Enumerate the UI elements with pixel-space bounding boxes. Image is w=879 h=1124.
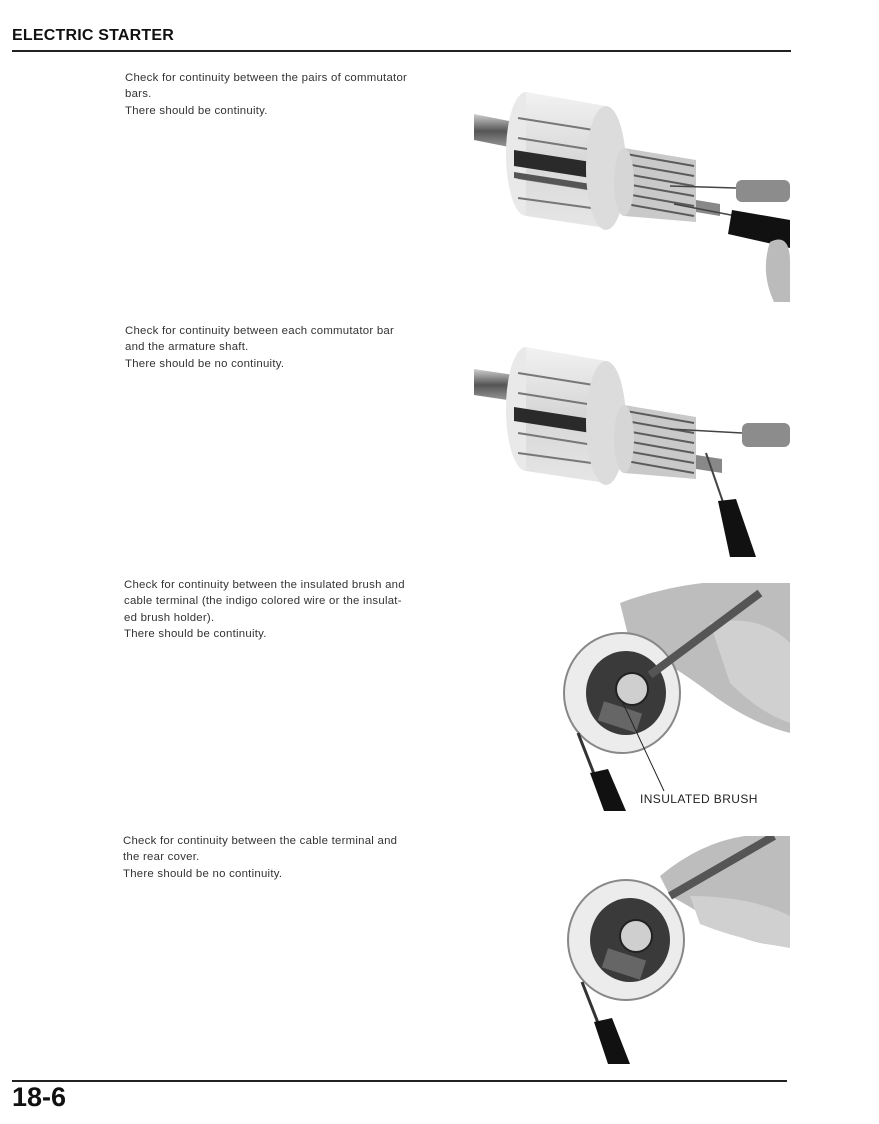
step-2-text — [125, 323, 394, 372]
step-3-line-2: cable terminal (the indigo colored wire or the insulat- — [124, 595, 402, 608]
step-1-line-2: bars. — [125, 88, 152, 101]
armature-photo — [474, 92, 790, 302]
step-1-text — [125, 70, 407, 119]
footer-divider — [12, 1080, 787, 1082]
step-4-line-3: There should be no continuity. — [123, 867, 283, 880]
section-title: ELECTRIC STARTER — [12, 27, 175, 44]
step-2-line-2: and the armature shaft. — [125, 341, 249, 354]
step-1-line-3: There should be continuity. — [125, 104, 268, 117]
brush-holder-photo — [560, 583, 790, 811]
step-4-text — [123, 833, 397, 882]
step-4-line-2: the rear cover. — [123, 851, 200, 864]
step-3-line-1: Check for continuity between the insulated brush and — [124, 579, 405, 591]
step-3-line-4: There should be continuity. — [124, 628, 267, 641]
step-4-line-1: Check for continuity between the cable terminal and — [123, 835, 398, 847]
insulated-brush-callout: INSULATED BRUSH — [640, 792, 758, 806]
step-3-text — [124, 577, 405, 643]
step-3-line-3: ed brush holder). — [124, 611, 215, 624]
rear-cover-photo — [560, 836, 790, 1064]
header-divider — [12, 50, 791, 52]
step-1-line-1: Check for continuity between the pairs of commutator — [125, 72, 408, 84]
step-2-line-3: There should be no continuity. — [125, 357, 285, 370]
step-2-line-1: Check for continuity between each commutator bar — [125, 325, 395, 337]
armature-shaft-photo — [474, 345, 790, 557]
page-number: 18-6 — [12, 1082, 67, 1112]
